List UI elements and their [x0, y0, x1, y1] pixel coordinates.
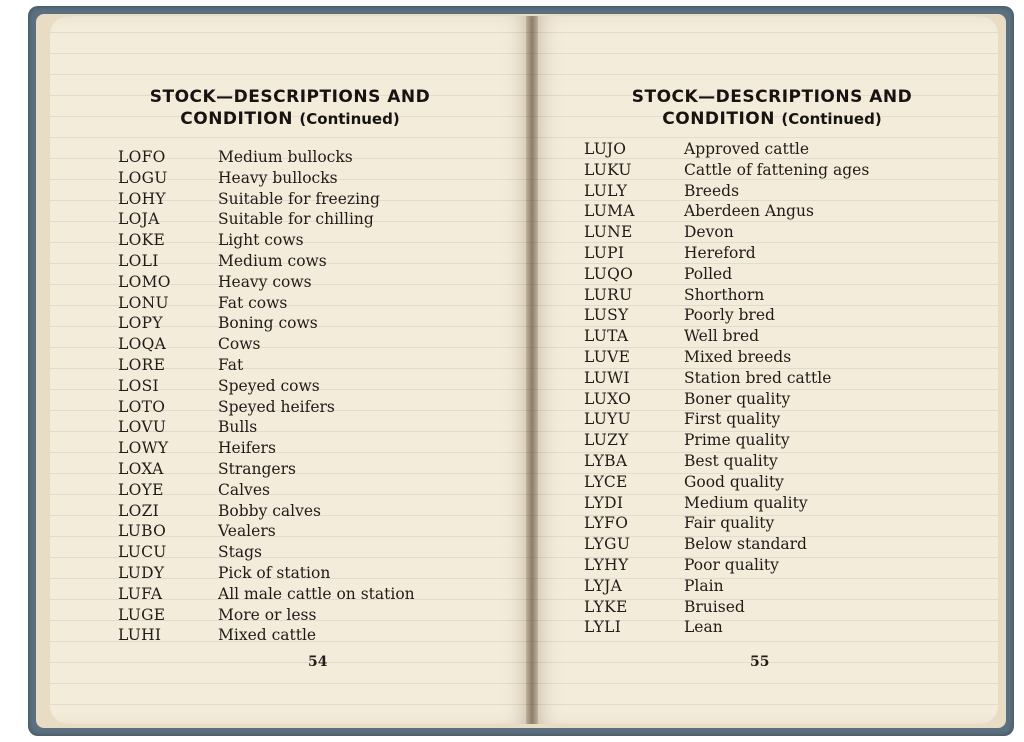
code-entry [584, 514, 869, 535]
code-description: More or less [218, 605, 317, 624]
left-page-heading [130, 86, 450, 130]
heading-line-1: STOCK—DESCRIPTIONS AND [149, 87, 431, 107]
code-description: Well bred [684, 327, 760, 346]
code-description: Cows [218, 335, 261, 354]
code-word: LYDI [584, 493, 624, 512]
code-description: Medium bullocks [218, 148, 353, 166]
code-entry [584, 598, 869, 619]
code-entry [584, 618, 869, 639]
code-entry [584, 494, 869, 515]
code-word: LOMO [118, 272, 171, 291]
code-description: Approved cattle [684, 140, 810, 158]
code-word: LUZY [584, 431, 629, 450]
code-description: Heavy cows [218, 272, 312, 291]
code-word: LOJA [118, 210, 160, 229]
page-number-right: 55 [750, 654, 770, 670]
code-entry [584, 265, 869, 286]
code-word: LOFO [118, 148, 166, 166]
code-entry [118, 377, 415, 398]
code-description: Polled [684, 264, 733, 283]
page-number-left: 54 [308, 654, 328, 670]
code-word: LOTO [118, 397, 166, 416]
code-word: LUNE [584, 223, 633, 242]
code-description: Below standard [684, 535, 807, 554]
code-entry [584, 452, 869, 473]
heading-line-1: STOCK—DESCRIPTIONS AND [631, 87, 913, 107]
code-word: LOYE [118, 480, 164, 499]
code-entry [118, 606, 415, 627]
code-description: Aberdeen Angus [684, 202, 814, 221]
code-word: LUJO [584, 140, 627, 158]
code-entry [118, 231, 415, 252]
code-word: LYBA [584, 451, 628, 470]
code-entry [118, 335, 415, 356]
code-description: Heavy bullocks [218, 168, 338, 187]
code-description: Bulls [218, 418, 258, 437]
code-word: LOQA [118, 335, 167, 354]
code-description: Vealers [218, 522, 276, 541]
code-word: LOSI [118, 376, 159, 395]
code-description: Medium quality [684, 493, 808, 512]
code-word: LOHY [118, 189, 166, 208]
code-entry [118, 626, 415, 647]
heading-condition: CONDITION [662, 109, 775, 129]
code-description: All male cattle on station [218, 584, 415, 603]
code-word: LUMA [584, 202, 635, 221]
code-word: LYFO [584, 514, 629, 533]
heading-line-2 [130, 108, 450, 130]
code-description: Boner quality [684, 389, 791, 408]
code-description: Hereford [684, 243, 756, 262]
code-word: LYLI [584, 618, 622, 637]
code-description: First quality [684, 410, 781, 429]
code-description: Suitable for chilling [218, 210, 374, 229]
code-description: Stags [218, 543, 262, 562]
code-entry [118, 543, 415, 564]
code-description: Boning cows [218, 314, 318, 333]
code-entry [584, 306, 869, 327]
code-entry [584, 390, 869, 411]
code-entry [118, 210, 415, 231]
code-word: LUKU [584, 160, 632, 179]
code-description: Medium cows [218, 251, 327, 270]
code-description: Devon [684, 223, 734, 242]
code-entry [118, 148, 415, 169]
code-description: Cattle of fattening ages [684, 160, 870, 179]
left-page [50, 16, 532, 724]
code-description: Strangers [218, 459, 296, 478]
code-entry [584, 244, 869, 265]
code-description: Shorthorn [684, 285, 765, 304]
code-word: LORE [118, 355, 166, 374]
code-entry [584, 535, 869, 556]
code-word: LYKE [584, 597, 628, 616]
code-word: LUDY [118, 563, 165, 582]
code-word: LOWY [118, 439, 169, 458]
code-description: Speyed heifers [218, 397, 335, 416]
book-gutter [526, 16, 538, 724]
right-page [532, 16, 998, 724]
code-entry [118, 252, 415, 273]
code-description: Breeds [684, 181, 740, 200]
code-entry [584, 223, 869, 244]
code-entry [584, 286, 869, 307]
code-description: Plain [684, 576, 724, 595]
code-entry [118, 564, 415, 585]
code-entry [584, 327, 869, 348]
code-word: LOZI [118, 501, 160, 520]
code-entry [118, 439, 415, 460]
code-entry [584, 556, 869, 577]
code-word: LOVU [118, 418, 167, 437]
code-word: LOLI [118, 251, 159, 270]
code-entry [584, 410, 869, 431]
code-description: Poor quality [684, 555, 779, 574]
right-page-heading [602, 86, 942, 130]
code-description: Bruised [684, 597, 745, 616]
right-code-list [584, 140, 869, 639]
code-word: LOKE [118, 231, 166, 250]
code-description: Mixed cattle [218, 626, 317, 645]
code-description: Calves [218, 480, 270, 499]
code-word: LUFA [118, 584, 163, 603]
code-word: LOPY [118, 314, 163, 333]
heading-continued: (Continued) [299, 110, 400, 128]
code-entry [118, 190, 415, 211]
code-description: Light cows [218, 231, 304, 250]
code-word: LUYU [584, 410, 632, 429]
code-entry [118, 169, 415, 190]
code-description: Speyed cows [218, 376, 320, 395]
code-entry [118, 294, 415, 315]
code-description: Good quality [684, 472, 784, 491]
code-description: Station bred cattle [684, 368, 832, 387]
code-entry [118, 398, 415, 419]
code-word: LYHY [584, 555, 629, 574]
code-word: LURU [584, 285, 633, 304]
code-description: Heifers [218, 439, 276, 458]
code-word: LONU [118, 293, 169, 312]
code-entry [118, 418, 415, 439]
code-word: LUPI [584, 243, 625, 262]
code-word: LOGU [118, 168, 168, 187]
code-word: LUCU [118, 543, 167, 562]
heading-line-2 [602, 108, 942, 130]
code-description: Lean [684, 618, 723, 637]
code-description: Mixed breeds [684, 347, 792, 366]
code-word: LYGU [584, 535, 631, 554]
code-description: Fair quality [684, 514, 775, 533]
code-word: LUWI [584, 368, 630, 387]
code-entry [584, 577, 869, 598]
code-word: LUGE [118, 605, 166, 624]
code-word: LUHI [118, 626, 162, 645]
code-description: Poorly bred [684, 306, 775, 325]
code-entry [118, 502, 415, 523]
code-word: LUQO [584, 264, 634, 283]
heading-continued: (Continued) [781, 110, 882, 128]
code-description: Fat cows [218, 293, 288, 312]
code-word: LULY [584, 181, 628, 200]
code-entry [118, 356, 415, 377]
code-word: LUVE [584, 347, 631, 366]
code-description: Fat [218, 355, 244, 374]
code-entry [118, 522, 415, 543]
code-entry [584, 473, 869, 494]
code-entry [584, 161, 869, 182]
heading-condition: CONDITION [180, 109, 293, 129]
code-entry [584, 369, 869, 390]
code-word: LUBO [118, 522, 167, 541]
code-entry [584, 431, 869, 452]
code-word: LOXA [118, 459, 164, 478]
code-word: LYCE [584, 472, 628, 491]
code-description: Best quality [684, 451, 778, 470]
code-entry [118, 481, 415, 502]
code-description: Prime quality [684, 431, 790, 450]
code-entry [118, 273, 415, 294]
code-word: LUXO [584, 389, 632, 408]
code-description: Pick of station [218, 563, 331, 582]
code-entry [118, 314, 415, 335]
code-description: Bobby calves [218, 501, 322, 520]
code-entry [584, 182, 869, 203]
code-word: LYJA [584, 576, 623, 595]
code-word: LUSY [584, 306, 629, 325]
code-entry [584, 348, 869, 369]
code-description: Suitable for freezing [218, 189, 380, 208]
code-entry [118, 460, 415, 481]
code-entry [584, 140, 869, 161]
left-code-list [118, 148, 415, 647]
code-entry [118, 585, 415, 606]
code-word: LUTA [584, 327, 629, 346]
code-entry [584, 202, 869, 223]
